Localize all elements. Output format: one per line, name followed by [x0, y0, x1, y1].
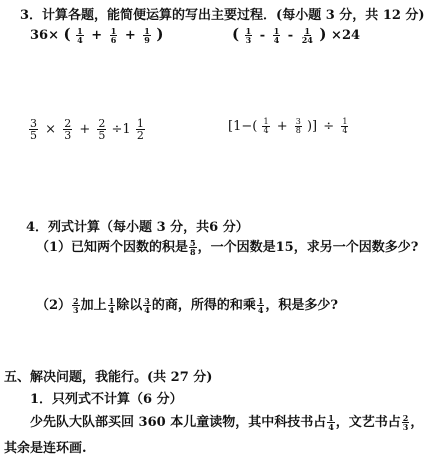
- denominator: 4: [342, 126, 348, 135]
- numerator: 1: [108, 296, 115, 306]
- operator: +: [276, 119, 288, 134]
- operator: +: [91, 28, 103, 43]
- problem-1: [30, 25, 163, 44]
- numerator: 3: [295, 117, 301, 126]
- problem-2: [232, 25, 360, 44]
- fraction: [76, 27, 84, 44]
- question-1-suffix: ，一个因数是15，求另一个因数多少?: [197, 240, 419, 255]
- numerator: 1: [257, 296, 264, 306]
- denominator: 5: [30, 129, 37, 142]
- numerator: 1: [342, 117, 348, 126]
- numerator: 1: [263, 117, 269, 126]
- denominator: 6: [110, 35, 117, 45]
- fraction: [341, 118, 348, 135]
- section3-heading: 3．计算各题，能简便运算的写出主要过程．(每小题 3 分，共 12 分): [20, 8, 425, 23]
- fraction: [301, 27, 314, 44]
- question-1-prefix: （1）已知两个因数的积是: [36, 240, 189, 255]
- problem-3: [28, 118, 146, 141]
- numerator: 3: [144, 296, 150, 306]
- fraction: [327, 414, 335, 431]
- section5-problem-line-1: [30, 411, 423, 431]
- fraction: [110, 27, 118, 44]
- problem-1-prefix: 36×: [30, 28, 59, 43]
- operator: ×: [45, 122, 57, 137]
- numerator: 1: [328, 413, 334, 423]
- left-paren: (: [232, 25, 240, 43]
- problem-4-prefix: [1−(: [228, 119, 258, 134]
- denominator: 24: [301, 35, 313, 45]
- fraction: [97, 118, 106, 141]
- numerator: 5: [190, 238, 196, 248]
- denominator: 4: [144, 305, 150, 315]
- numerator: 2: [98, 117, 106, 130]
- denominator: 4: [108, 305, 115, 315]
- section5-problem-line-2: 其余是连环画.: [4, 441, 87, 456]
- right-paren: ): [156, 25, 164, 43]
- denominator: 3: [64, 129, 72, 142]
- numerator: 2: [64, 117, 72, 130]
- numerator: 1: [273, 26, 280, 36]
- fraction: [72, 297, 80, 314]
- left-paren: (: [63, 25, 71, 43]
- fraction: [136, 118, 145, 141]
- bracket-close: )]: [306, 119, 318, 134]
- section5-subheading: 1．只列式不计算（6 分）: [30, 392, 183, 407]
- fraction: [29, 118, 38, 141]
- operator: -: [259, 28, 266, 43]
- section4-question-1: [36, 236, 418, 256]
- fraction: [63, 118, 72, 141]
- operator: +: [79, 122, 91, 137]
- denominator: 9: [144, 35, 150, 45]
- operator: -: [287, 28, 294, 43]
- denominator: 3: [73, 305, 79, 315]
- numerator: 1: [110, 26, 117, 36]
- denominator: 4: [77, 35, 83, 45]
- numerator: 1: [144, 26, 150, 36]
- denominator: 4: [257, 305, 264, 315]
- fraction: [143, 297, 151, 314]
- denominator: 8: [190, 247, 196, 257]
- fraction: [402, 414, 410, 431]
- numerator: 1: [136, 117, 144, 130]
- question-2-text: 的商，所得的和乘: [151, 298, 256, 313]
- problem-text: ，文艺书占: [335, 415, 401, 430]
- problem-text: ，: [410, 415, 424, 430]
- operator: ÷1: [111, 122, 131, 137]
- question-2-text: 加上: [80, 298, 107, 313]
- denominator: 4: [328, 422, 334, 432]
- denominator: 5: [98, 129, 106, 142]
- numerator: 1: [77, 26, 83, 36]
- numerator: 2: [402, 413, 409, 423]
- fraction: [295, 118, 302, 135]
- fraction: [273, 27, 281, 44]
- fraction: [108, 297, 116, 314]
- question-2-prefix: （2）: [36, 298, 72, 313]
- problem-text: 少先队大队部买回 360 本儿童读物，其中科技书占: [30, 415, 327, 430]
- numerator: 1: [245, 26, 252, 36]
- section4-heading: 4．列式计算（每小题 3 分，共6 分）: [26, 220, 249, 235]
- problem-2-suffix: ×24: [331, 28, 361, 43]
- operator: +: [124, 28, 136, 43]
- fraction: [257, 297, 265, 314]
- fraction: [245, 27, 253, 44]
- question-2-text: ，积是多少?: [265, 298, 339, 313]
- denominator: 4: [273, 35, 280, 45]
- fraction: [262, 118, 269, 135]
- right-paren: ): [319, 25, 327, 43]
- section5-heading: 五、解决问题，我能行。(共 27 分): [4, 370, 213, 385]
- operator: ÷: [323, 119, 335, 134]
- denominator: 8: [295, 126, 301, 135]
- denominator: 3: [245, 35, 252, 45]
- fraction: [143, 27, 151, 44]
- numerator: 2: [73, 296, 79, 306]
- question-2-text: 除以: [116, 298, 143, 313]
- fraction: [189, 239, 197, 256]
- denominator: 4: [263, 126, 269, 135]
- denominator: 3: [402, 422, 409, 432]
- numerator: 1: [304, 26, 311, 36]
- section4-question-2: [36, 294, 338, 314]
- denominator: 2: [136, 129, 144, 142]
- problem-4: [228, 118, 349, 135]
- numerator: 3: [30, 117, 37, 130]
